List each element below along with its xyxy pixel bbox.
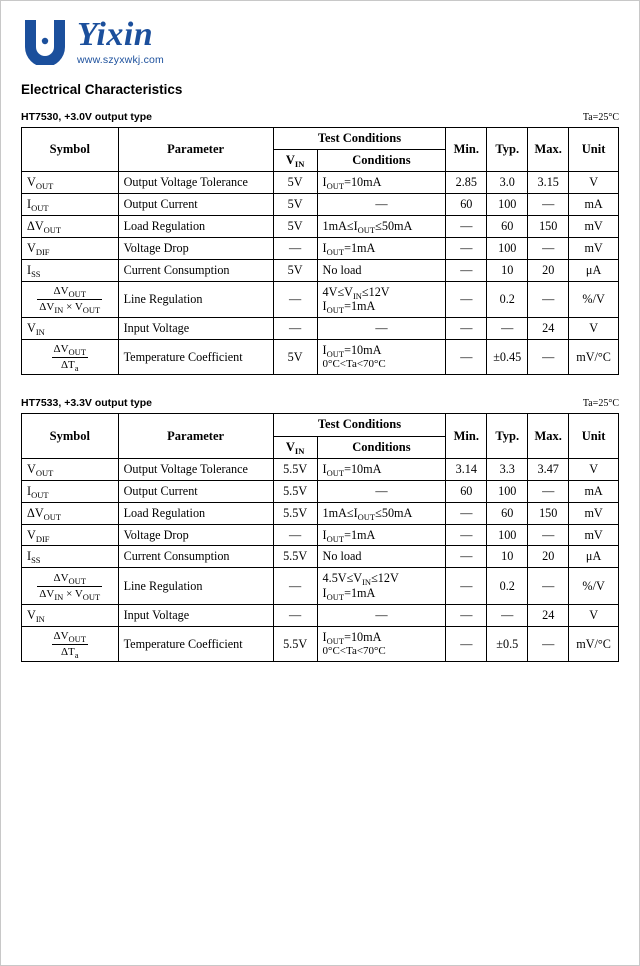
fraction-symbol: $\frac{\Delta V_{OUT}}{\Delta T_a}$ [53,629,87,660]
table-caption-left-2: HT7533, +3.3V output type [21,397,152,410]
cell-typ: 60 [487,215,528,237]
cell-symbol: $I_{OUT}$ [22,480,119,502]
table-row [22,605,619,627]
cell-typ: 100 [487,237,528,259]
cell-typ: 100 [487,524,528,546]
cell-max: 20 [528,546,569,568]
cell-symbol: $V_{IN}$ [22,318,119,340]
cell-conditions: — [317,605,446,627]
table-temp-note-1: Ta=25°C [582,111,619,123]
cell-symbol: $\Delta V_{OUT}$ [22,215,119,237]
cell-vin: — [273,237,317,259]
cell-min: 60 [446,480,487,502]
cell-symbol [22,340,119,375]
cell-min: — [446,318,487,340]
cell-min: — [446,215,487,237]
cell-max: — [528,237,569,259]
table-body-1 [22,172,619,375]
cell-typ: ±0.5 [487,626,528,661]
cell-vin: — [273,281,317,318]
table-row [22,524,619,546]
th-vin-base: V [285,152,295,167]
cell-conditions: No load [317,546,446,568]
cell-parameter: Output Voltage Tolerance [118,172,273,194]
table-header-row [22,127,619,149]
cell-max: 150 [528,502,569,524]
cell-max: — [528,340,569,375]
th-unit: Unit [569,127,619,172]
cell-unit: V [569,458,619,480]
table-row [22,318,619,340]
cell-conditions: $I_{OUT}=10mA$ [317,458,446,480]
table-row [22,458,619,480]
cell-min: 60 [446,194,487,216]
table-row [22,626,619,661]
cell-symbol: $I_{SS}$ [22,546,119,568]
table-row [22,281,619,318]
table-row [22,172,619,194]
th-parameter: Parameter [118,127,273,172]
cell-conditions: $I_{OUT}=10mA$ 0°C<Ta<70°C [317,340,446,375]
cell-typ: 100 [487,480,528,502]
cell-parameter: Output Current [118,194,273,216]
cell-max: 20 [528,259,569,281]
cell-unit: mA [569,194,619,216]
cell-conditions: $I_{OUT}=1mA$ [317,524,446,546]
cell-unit: mV/°C [569,626,619,661]
cell-vin: 5.5V [273,458,317,480]
cell-vin: 5.5V [273,502,317,524]
logo-wordmark: Yixin [77,16,154,53]
cell-conditions: No load [317,259,446,281]
cell-unit: V [569,172,619,194]
cell-typ: 0.2 [487,568,528,605]
u-logo-icon [21,17,69,65]
th-max: Max. [528,127,569,172]
page-title: Electrical Characteristics [21,81,183,97]
logo-url: www.szyxwkj.com [77,53,165,66]
cell-unit: μA [569,259,619,281]
th-vin [273,436,317,458]
cell-max: — [528,524,569,546]
cell-unit: V [569,318,619,340]
company-logo [21,15,619,66]
cell-typ: — [487,318,528,340]
cell-parameter: Line Regulation [118,568,273,605]
th-max: Max. [528,414,569,459]
cell-symbol: $V_{OUT}$ [22,172,119,194]
cell-parameter: Temperature Coefficient [118,626,273,661]
th-min: Min. [446,127,487,172]
cell-max: 150 [528,215,569,237]
cell-max: 3.47 [528,458,569,480]
th-unit: Unit [569,414,619,459]
cell-unit: %/V [569,568,619,605]
cell-parameter: Temperature Coefficient [118,340,273,375]
cell-max: 24 [528,605,569,627]
fraction-symbol: $\frac{\Delta V_{OUT}}{\Delta T_a}$ [53,343,87,373]
cell-parameter: Current Consumption [118,259,273,281]
cell-typ: ±0.45 [487,340,528,375]
table-caption-1 [21,111,619,123]
cell-max: — [528,194,569,216]
cell-vin: 5.5V [273,480,317,502]
cell-vin: — [273,568,317,605]
cell-min: — [446,502,487,524]
cell-min: — [446,340,487,375]
cell-conditions: — [317,194,446,216]
cell-min: — [446,626,487,661]
th-test-conditions: Test Conditions [273,414,446,436]
table-row [22,194,619,216]
table-row [22,340,619,375]
table-row [22,237,619,259]
cell-typ: 10 [487,546,528,568]
cell-max: 24 [528,318,569,340]
cell-parameter: Load Regulation [118,502,273,524]
fraction-symbol: $\frac{\Delta V_{OUT}}{\Delta V_{IN} \times V_{OUT}}$ [39,285,101,315]
cell-typ: 10 [487,259,528,281]
table-row [22,546,619,568]
cell-symbol: $V_{OUT}$ [22,458,119,480]
spec-table-ht7530 [21,127,619,376]
cell-parameter: Load Regulation [118,215,273,237]
cell-unit: mV [569,215,619,237]
cell-unit: V [569,605,619,627]
cell-conditions: — [317,480,446,502]
table-row [22,480,619,502]
cell-typ: 3.0 [487,172,528,194]
cell-typ: 3.3 [487,458,528,480]
th-vin-base: V [285,439,295,454]
cell-conditions: $4.5V\le V_{IN}\le 12V$ $I_{OUT}=1mA$ [317,568,446,605]
cell-symbol: $V_{DIF}$ [22,524,119,546]
cell-parameter: Voltage Drop [118,524,273,546]
cell-parameter: Line Regulation [118,281,273,318]
cell-typ: 0.2 [487,281,528,318]
th-conditions: Conditions [317,149,446,171]
cell-min: — [446,568,487,605]
cell-vin: 5V [273,259,317,281]
table-caption-2 [21,397,619,409]
th-min: Min. [446,414,487,459]
cell-symbol: $V_{IN}$ [22,605,119,627]
cell-symbol: $I_{OUT}$ [22,194,119,216]
th-typ: Typ. [487,414,528,459]
fraction-symbol: $\frac{\Delta V_{OUT}}{\Delta V_{IN} \times V_{OUT}}$ [39,572,101,602]
th-vin [273,149,317,171]
cell-unit: mV/°C [569,340,619,375]
cell-max: — [528,568,569,605]
cell-symbol [22,568,119,605]
cell-max: — [528,281,569,318]
cell-symbol: $I_{SS}$ [22,259,119,281]
cell-vin: — [273,318,317,340]
cell-typ: 100 [487,194,528,216]
th-symbol: Symbol [22,127,119,172]
cell-symbol: $\Delta V_{OUT}$ [22,502,119,524]
cell-conditions: $I_{OUT}=10mA$ [317,172,446,194]
cell-unit: mV [569,237,619,259]
cell-parameter: Voltage Drop [118,237,273,259]
cell-max: 3.15 [528,172,569,194]
th-conditions: Conditions [317,436,446,458]
th-test-conditions: Test Conditions [273,127,446,149]
cell-min: — [446,281,487,318]
th-parameter: Parameter [118,414,273,459]
cell-symbol: $V_{DIF}$ [22,237,119,259]
cell-parameter: Current Consumption [118,546,273,568]
cell-conditions: — [317,318,446,340]
table-temp-note-2: Ta=25°C [582,398,619,410]
cell-unit: mV [569,502,619,524]
cell-parameter: Output Voltage Tolerance [118,458,273,480]
cell-min: — [446,546,487,568]
cell-parameter: Input Voltage [118,318,273,340]
cell-vin: — [273,605,317,627]
cell-conditions: $I_{OUT}=10mA$ 0°C<Ta<70°C [317,626,446,661]
table-row [22,259,619,281]
cell-parameter: Output Current [118,480,273,502]
table-header-row [22,414,619,436]
cell-unit: %/V [569,281,619,318]
cell-max: — [528,626,569,661]
cell-unit: mA [569,480,619,502]
cell-symbol [22,626,119,661]
cell-vin: 5V [273,340,317,375]
th-vin-sub: IN [294,158,305,169]
cell-typ: — [487,605,528,627]
cell-min: — [446,237,487,259]
cell-min: 3.14 [446,458,487,480]
cell-parameter: Input Voltage [118,605,273,627]
th-symbol: Symbol [22,414,119,459]
cell-conditions: $I_{OUT}=1mA$ [317,237,446,259]
cell-vin: 5V [273,172,317,194]
cell-conditions: $1mA\le I_{OUT}\le 50mA$ [317,215,446,237]
cell-vin: — [273,524,317,546]
th-typ: Typ. [487,127,528,172]
cell-vin: 5.5V [273,626,317,661]
cell-symbol [22,281,119,318]
table-row [22,568,619,605]
table-row [22,215,619,237]
cell-max: — [528,480,569,502]
cell-conditions: $4V\le V_{IN}\le 12V$ $I_{OUT}=1mA$ [317,281,446,318]
cell-typ: 60 [487,502,528,524]
cell-min: 2.85 [446,172,487,194]
cell-vin: 5.5V [273,546,317,568]
cell-min: — [446,605,487,627]
table-caption-left-1: HT7530, +3.0V output type [21,110,152,123]
spec-table-ht7533 [21,413,619,662]
cell-unit: μA [569,546,619,568]
cell-vin: 5V [273,215,317,237]
cell-min: — [446,524,487,546]
cell-min: — [446,259,487,281]
table-row [22,502,619,524]
cell-vin: 5V [273,194,317,216]
table-body-2 [22,458,619,661]
th-vin-sub: IN [294,445,305,456]
cell-conditions: $1mA\le I_{OUT}\le 50mA$ [317,502,446,524]
cell-unit: mV [569,524,619,546]
